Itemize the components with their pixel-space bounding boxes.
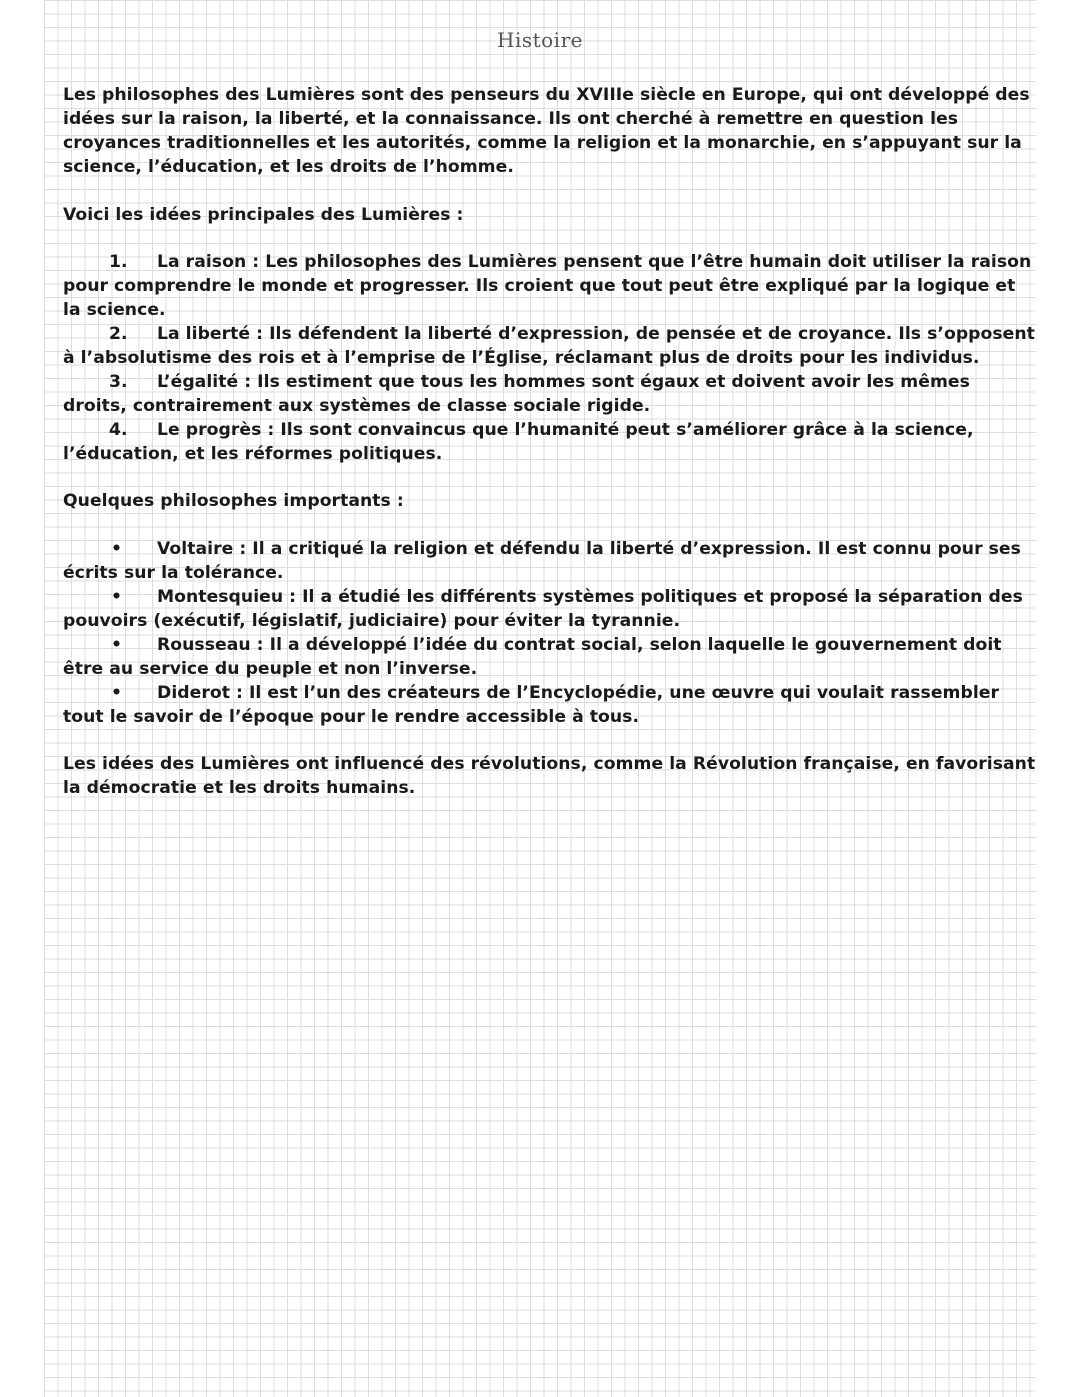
spacer: [63, 729, 1038, 753]
idea-text: L’égalité : Ils estiment que tous les hommes sont égaux et doivent avoir les mêmes droits, contrairement aux systèmes de classe sociale rigide.: [63, 371, 970, 416]
bullet-icon: •: [111, 634, 123, 655]
idea-text: La liberté : Ils défendent la liberté d’expression, de pensée et de croyance. Ils s’opposent à l’absolutisme des rois et à l’emprise de l’Église, réclamant plus de droits pour les individus.: [63, 324, 1035, 368]
idea-item-4: [63, 419, 1038, 467]
conclusion-paragraph: Les idées des Lumières ont influencé des révolutions, comme la Révolution française, en favorisant la démocratie et les droits humains.: [63, 754, 1036, 799]
philosopher-item-montesquieu: [63, 586, 1038, 634]
philosopher-text: Voltaire : Il a critiqué la religion et défendu la liberté d’expression. Il est connu pour ses écrits sur la tolérance.: [63, 539, 1021, 584]
spacer: [63, 466, 1038, 490]
bullet-icon: •: [111, 539, 123, 560]
spacer: [63, 180, 1038, 204]
intro-paragraph: Les philosophes des Lumières sont des penseurs du XVIIIe siècle en Europe, qui ont développé des idées sur la raison, la liberté, et la connaissance. Ils ont cherché à remettre en question les croyances traditionnelles et les autorités, comme la religion et la monarchie, en s’appuyant sur la science, l’éducation, et les droits de l’homme.: [63, 85, 1030, 177]
philosopher-item-voltaire: [63, 538, 1038, 586]
philosopher-text: Rousseau : Il a développé l’idée du contrat social, selon laquelle le gouvernement doit être au service du peuple et non l’inverse.: [63, 634, 1002, 679]
document-body: [63, 84, 1038, 801]
bullet-icon: •: [111, 586, 123, 607]
spacer: [63, 227, 1038, 251]
list-number: 4.: [109, 419, 128, 440]
spacer: [63, 514, 1038, 538]
philosopher-item-rousseau: [63, 634, 1038, 682]
idea-text: La raison : Les philosophes des Lumières pensent que l’être humain doit utiliser la raison pour comprendre le monde et progresser. Ils croient que tout peut être expliqué par la logique et la science.: [63, 252, 1032, 321]
idea-text: Le progrès : Ils sont convaincus que l’humanité peut s’améliorer grâce à la science, l’éducation, et les réformes politiques.: [63, 419, 974, 464]
philosopher-text: Montesquieu : Il a étudié les différents systèmes politiques et proposé la séparation des pouvoirs (exécutif, législatif, judiciaire) pour éviter la tyrannie.: [63, 586, 1023, 631]
idea-item-3: [63, 371, 1038, 419]
list-number: 1.: [109, 252, 128, 273]
philosopher-text: Diderot : Il est l’un des créateurs de l’Encyclopédie, une œuvre qui voulait rassembler tout le savoir de l’époque pour le rendre accessible à tous.: [63, 682, 1000, 727]
philosophers-heading: Quelques philosophes importants :: [63, 491, 404, 512]
list-number: 3.: [109, 371, 128, 392]
bullet-icon: •: [111, 682, 123, 703]
page-title: Histoire: [497, 28, 583, 52]
ideas-heading: Voici les idées principales des Lumières :: [63, 204, 464, 225]
idea-item-2: [63, 323, 1038, 371]
list-number: 2.: [109, 324, 128, 345]
philosopher-item-diderot: [63, 682, 1038, 730]
idea-item-1: [63, 251, 1038, 323]
